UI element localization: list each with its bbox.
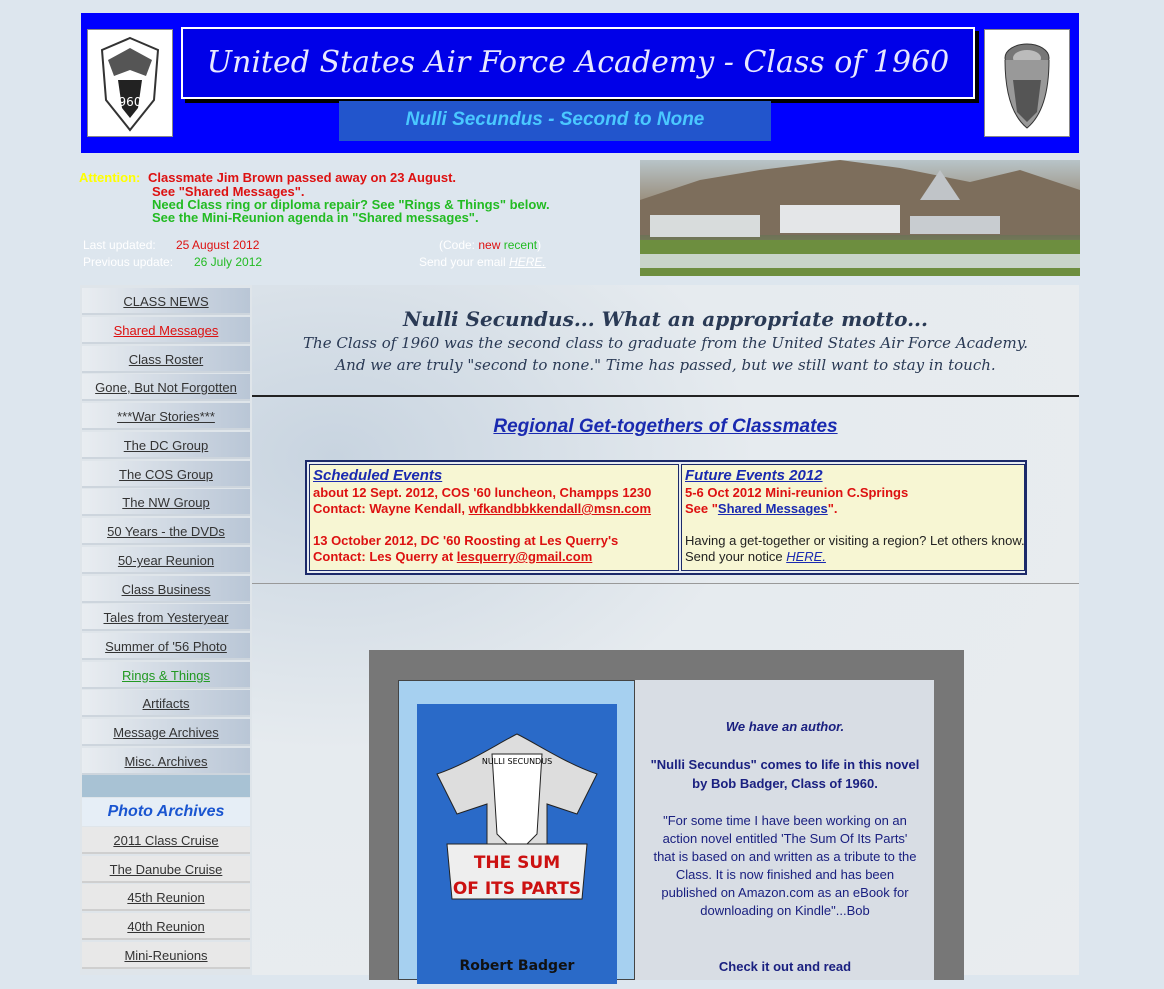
book-p2b: by Bob Badger, Class of 1960.	[692, 776, 878, 791]
sidebar-item-misc-archives[interactable]: Misc. Archives	[82, 748, 250, 775]
motto-box	[339, 101, 771, 141]
book-feature-frame	[369, 650, 964, 980]
book-feature	[398, 680, 934, 980]
sidebar-item-45th-reunion[interactable]: 45th Reunion	[82, 884, 250, 911]
attention-label: Attention:	[79, 170, 141, 185]
see-suffix: ".	[827, 501, 838, 516]
previous-update-value: 26 July 2012	[194, 255, 263, 269]
future-events-cell	[681, 464, 1025, 571]
future-events-heading[interactable]: Future Events 2012	[685, 467, 823, 484]
book-p2a: "Nulli Secundus" comes to life in this novel	[650, 757, 920, 772]
sidebar-item-summer-56-photo[interactable]: Summer of '56 Photo	[82, 633, 250, 660]
attention-line-4: See the Mini-Reunion agenda in "Shared messages".	[152, 210, 479, 225]
book-p3a: "For some time I have been working on an	[663, 813, 907, 828]
sidebar-item-tales-from-yesteryear[interactable]: Tales from Yesteryear	[82, 604, 250, 631]
contact-email-link[interactable]: lesquerry@gmail.com	[456, 549, 593, 564]
divider-mid	[252, 583, 1079, 584]
academy-campus-photo	[640, 160, 1080, 276]
future-event-see	[685, 501, 1021, 517]
scheduled-events-heading[interactable]: Scheduled Events	[313, 467, 443, 484]
see-prefix: See "	[685, 501, 718, 516]
motto-text: Nulli Secundus - Second to None	[405, 109, 705, 130]
main-content	[252, 285, 1079, 975]
regional-gettogethers-title[interactable]: Regional Get-togethers of Classmates	[493, 416, 838, 437]
book-p3d: Class. It is now finished and has been	[675, 867, 895, 882]
intro-heading: Nulli Secundus... What an appropriate motto...	[403, 307, 928, 331]
site-title: United States Air Force Academy - Class of 1960	[206, 45, 950, 80]
last-updated-value: 25 August 2012	[176, 238, 260, 252]
sidebar	[80, 285, 252, 975]
send-notice-prefix: Send your notice	[685, 549, 783, 564]
book-cover-image[interactable]	[417, 704, 617, 984]
sidebar-item-danube-cruise[interactable]: The Danube Cruise	[82, 856, 250, 883]
svg-text:960: 960	[118, 95, 142, 109]
events-table	[305, 460, 1027, 575]
sidebar-item-40th-reunion[interactable]: 40th Reunion	[82, 913, 250, 940]
sidebar-item-class-business[interactable]: Class Business	[82, 576, 250, 603]
shared-messages-link[interactable]: Shared Messages	[717, 501, 828, 516]
future-event-1: 5-6 Oct 2012 Mini-reunion C.Springs	[685, 485, 909, 500]
code-recent: recent	[503, 238, 538, 252]
sidebar-item-dc-group[interactable]: The DC Group	[82, 432, 250, 459]
intro-line-2: And we are truly "second to none." Time has passed, but we still want to stay in touch.	[335, 356, 996, 374]
book-p1: We have an author.	[725, 719, 845, 734]
code-new: new	[478, 238, 501, 252]
contact-email-link[interactable]: wfkandbbkkendall@msn.com	[468, 501, 652, 516]
code-close: )	[537, 238, 542, 252]
contact-prefix: Contact: Les Querry at	[313, 549, 454, 564]
header-banner	[81, 13, 1079, 153]
cover-author: Robert Badger	[459, 958, 575, 974]
book-description	[636, 680, 934, 980]
sidebar-divider	[82, 775, 250, 797]
class-crest-logo	[87, 29, 173, 137]
sidebar-item-rings-and-things[interactable]: Rings & Things	[82, 662, 250, 689]
attention-line-3: Need Class ring or diploma repair? See "Rings & Things" below.	[152, 197, 550, 212]
code-open: (Code:	[439, 238, 476, 252]
photo-archives-heading: Photo Archives	[82, 798, 250, 826]
cover-title-2: OF ITS PARTS	[452, 879, 582, 899]
book-p3f: downloading on Kindle"...Bob	[700, 903, 870, 918]
book-cover-area	[398, 680, 635, 980]
sidebar-item-shared-messages[interactable]: Shared Messages	[82, 317, 250, 344]
sidebar-item-50-years-dvds[interactable]: 50 Years - the DVDs	[82, 518, 250, 545]
sidebar-item-mini-reunions[interactable]: Mini-Reunions	[82, 942, 250, 969]
last-updated-label: Last updated:	[83, 238, 156, 252]
scheduled-event-1-contact	[313, 501, 675, 517]
sidebar-item-cos-group[interactable]: The COS Group	[82, 461, 250, 488]
sidebar-item-class-news[interactable]: CLASS NEWS	[82, 288, 250, 315]
sidebar-item-50-year-reunion[interactable]: 50-year Reunion	[82, 547, 250, 574]
sidebar-item-nw-group[interactable]: The NW Group	[82, 489, 250, 516]
previous-update-label: Previous update:	[83, 255, 174, 269]
scheduled-event-2-contact	[313, 549, 675, 565]
site-title-box	[181, 27, 975, 99]
scheduled-event-2: 13 October 2012, DC '60 Roosting at Les Querry's	[313, 533, 619, 548]
code-legend	[439, 238, 541, 252]
send-email-link[interactable]: HERE.	[509, 255, 546, 269]
attention-line-1: Classmate Jim Brown passed away on 23 August.	[148, 170, 457, 185]
sidebar-item-artifacts[interactable]: Artifacts	[82, 690, 250, 717]
scheduled-event-1: about 12 Sept. 2012, COS '60 luncheon, Champps 1230	[313, 485, 652, 500]
sidebar-item-class-roster[interactable]: Class Roster	[82, 346, 250, 373]
send-email	[419, 255, 546, 269]
divider-top	[252, 395, 1079, 397]
intro-line-1: The Class of 1960 was the second class to graduate from the United States Air Force Academy.	[303, 334, 1028, 352]
sidebar-item-2011-class-cruise[interactable]: 2011 Class Cruise	[82, 827, 250, 854]
future-notice-send	[685, 549, 1021, 565]
cover-title-1: THE SUM	[473, 853, 561, 873]
contact-prefix: Contact: Wayne Kendall,	[313, 501, 465, 516]
book-p4: Check it out and read	[718, 959, 852, 974]
sidebar-item-war-stories[interactable]: ***War Stories***	[82, 403, 250, 430]
book-p3e: published on Amazon.com as an eBook for	[661, 885, 909, 900]
send-email-text: Send your email	[419, 255, 506, 269]
scheduled-events-cell	[309, 464, 679, 571]
book-p3c: that is based on and written as a tribute to the	[653, 849, 917, 864]
book-p3b: action novel entitled 'The Sum Of Its Parts'	[662, 831, 908, 846]
sidebar-item-gone-but-not-forgotten[interactable]: Gone, But Not Forgotten	[82, 374, 250, 401]
cover-top-text: NULLI SECUNDUS	[481, 757, 553, 766]
class-ring-image	[984, 29, 1070, 137]
sidebar-item-message-archives[interactable]: Message Archives	[82, 719, 250, 746]
future-notice-text: Having a get-together or visiting a region? Let others know.	[685, 533, 1025, 548]
attention-line-2: See "Shared Messages".	[152, 184, 305, 199]
send-notice-link[interactable]: HERE.	[786, 549, 826, 564]
